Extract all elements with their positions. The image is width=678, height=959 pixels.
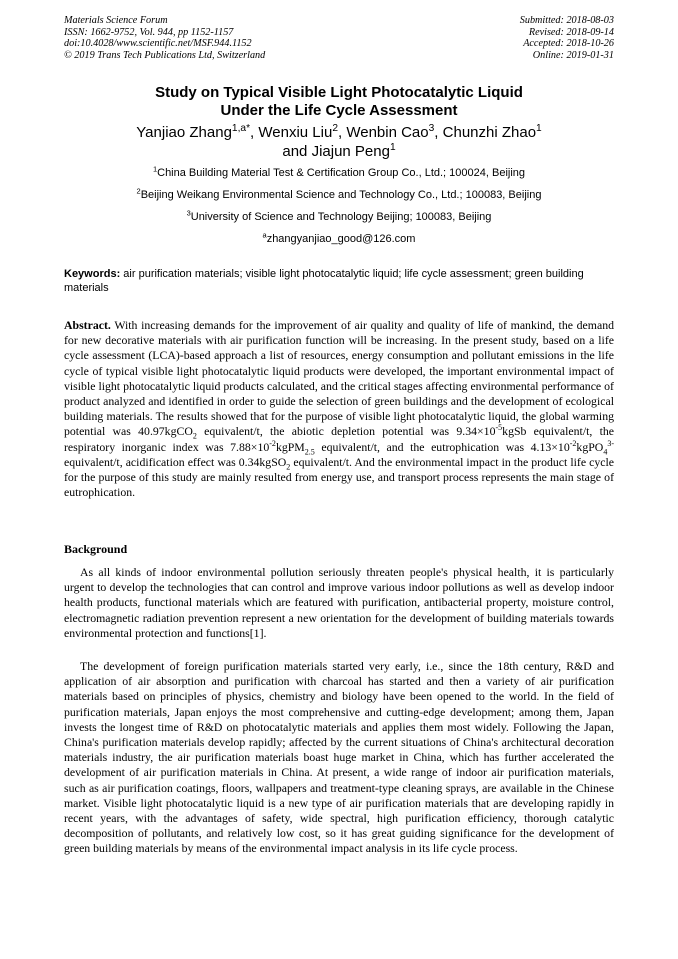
- affiliation-mark: 1: [152, 164, 158, 174]
- keywords-label: Keywords:: [64, 268, 121, 280]
- accepted-date: Accepted: 2018-10-26: [523, 38, 614, 50]
- affiliation-text: Beijing Weikang Environmental Science and Technology Co., Ltd.; 100083, Beijing: [140, 189, 542, 201]
- formula-subscript: 2.5: [304, 446, 315, 456]
- paper-title: [64, 84, 614, 120]
- author-conjunction: and: [282, 143, 312, 160]
- journal-info: [64, 15, 265, 61]
- affiliation-mark: 2: [136, 186, 141, 196]
- journal-name: Materials Science Forum: [64, 15, 168, 26]
- author-name: Jiajun Peng: [311, 143, 390, 160]
- keywords: [64, 268, 614, 295]
- online-date: Online: 2019-01-31: [532, 49, 614, 61]
- author-name: Yanjiao Zhang: [136, 124, 232, 141]
- author-separator: ,: [338, 124, 347, 141]
- author-name: Chunzhi Zhao: [442, 124, 537, 141]
- formula-superscript: -2: [269, 438, 276, 448]
- affiliation: [64, 208, 614, 224]
- abstract-label: Abstract.: [64, 318, 111, 332]
- affiliation: [64, 164, 614, 180]
- author-affiliation-mark: 3: [428, 123, 435, 134]
- body-paragraph: The development of foreign purification materials started very early, i.e., since the 18th century, R&D and application of air absorption and purification with charcoal has started and then a variety of air purification materials based on principles of physics, chemistry and biology have been opened to the world. In the field of purification materials, Japan enjoys the most comprehensive and cutting-edge development; among them, Japan invests the longest time of R&D on photocatalytic materials and applies them most widely. Following the Japan, China's purification materials develop rapidly; affected by the current situations of China's architectural decoration materials industry, the air purification materials boast huge market in China, which has further accelerated the development of air purification materials in China. At present, a wide range of indoor air purification materials, such as air purification coatings, floors, wallpapers and treatment-type cleaning sprays, are available in the Chinese market. Visible light photocatalytic liquid is a new type of air purification materials that are developing rapidly in recent years, with the advantages of safety, wide spectral, high purification efficiency, thorough catalytic decomposition of pollutants, and relatively low cost, so it has great guiding significance for the development of green building materials by means of the environmental impact analysis in its life cycle process.: [64, 659, 614, 856]
- affiliation-mark: a: [262, 230, 267, 240]
- author-affiliation-mark: 1,a*: [231, 123, 251, 134]
- title-line: Study on Typical Visible Light Photocatalytic Liquid: [155, 84, 523, 101]
- section-heading: Background: [64, 542, 128, 556]
- author-separator: ,: [434, 124, 443, 141]
- abstract-text: equivalent/t, acidification effect was 0.34kgSO: [64, 454, 287, 469]
- abstract-text: equivalent/t. And the environmental impact in the product life cycle for the purpose of this study are mainly resulted from energy use, and transport process represents the main stage of eutrophication.: [64, 454, 614, 500]
- abstract-text: With increasing demands for the improvement of air quality and quality of life of mankind, the demand for new decorative materials with air purification function will be increasing. In the present study, based on a life cycle assessment (LCA)-based approach a list of resources, energy consumption and pollutant emissions in the life cycle of typical visible light photocatalytic liquid products were developed, the important environmental impact of visible light photocatalytic liquid products calculated, and the critical stages affecting environmental performance of product analyzed and identified in order to guide the selection of green buildings and the development of ecological building materials. The results showed that for the purpose of visible light photocatalytic liquid, the global warming potential was 40.97kgCO: [64, 318, 614, 439]
- author-line: [64, 142, 614, 161]
- body-paragraph: As all kinds of indoor environmental pollution seriously threaten people's physical health, it is particularly urgent to develop the technologies that can control and improve various indoor pollutions as well as develop indoor health products, functional materials which are featured with purification, antibacterial property, moisture control, electromagnetic radiation prevention represent a new orientation for the development of building materials towards environmental protection and functions[1].: [64, 565, 614, 640]
- affiliation-text: University of Science and Technology Beijing; 100083, Beijing: [190, 211, 492, 223]
- formula-subscript: 2: [192, 431, 197, 441]
- doi-line: doi:10.4028/www.scientific.net/MSF.944.1152: [64, 38, 252, 50]
- email-text: zhangyanjiao_good@126.com: [266, 233, 416, 245]
- affiliation-text: China Building Material Test & Certification Group Co., Ltd.; 100024, Beijing: [157, 167, 526, 179]
- formula-superscript: -5: [495, 423, 503, 433]
- formula-subscript: 2: [286, 462, 291, 472]
- abstract-text: equivalent/t, and the eutrophication was 4.13×10: [314, 439, 570, 454]
- abstract-text: kgSb equivalent/t, the respiratory inorganic index was 7.88×10: [64, 424, 614, 454]
- dates-info: [520, 15, 614, 61]
- abstract-text: equivalent/t, the abiotic depletion potential was 9.34×10: [196, 424, 496, 439]
- author-separator: ,: [250, 124, 259, 141]
- title-line: Under the Life Cycle Assessment: [220, 102, 458, 119]
- author-list: [64, 123, 614, 161]
- copyright-line: © 2019 Trans Tech Publications Ltd, Switzerland: [64, 49, 266, 61]
- formula-superscript: -2: [569, 438, 577, 448]
- formula-subscript: 4: [603, 446, 608, 456]
- author-name: Wenxiu Liu: [258, 124, 333, 141]
- author-line: [64, 123, 614, 142]
- affiliation-mark: 3: [186, 208, 191, 218]
- author-affiliation-mark: 2: [332, 123, 338, 134]
- abstract-text: kgPO: [576, 439, 604, 454]
- issn-line: ISSN: 1662-9752, Vol. 944, pp 1152-1157: [64, 26, 234, 38]
- formula-superscript: 3-: [607, 438, 615, 448]
- author-name: Wenbin Cao: [346, 124, 429, 141]
- keywords-text: air purification materials; visible light photocatalytic liquid; life cycle assessment; green building materials: [64, 268, 584, 294]
- abstract: [64, 318, 614, 500]
- author-affiliation-mark: 1: [389, 142, 396, 153]
- submitted-date: Submitted: 2018-08-03: [519, 15, 614, 26]
- revised-date: Revised: 2018-09-14: [528, 26, 614, 38]
- affiliation: [64, 186, 614, 202]
- abstract-text: kgPM: [275, 439, 305, 454]
- corresponding-email: [64, 230, 614, 246]
- author-affiliation-mark: 1: [536, 123, 542, 134]
